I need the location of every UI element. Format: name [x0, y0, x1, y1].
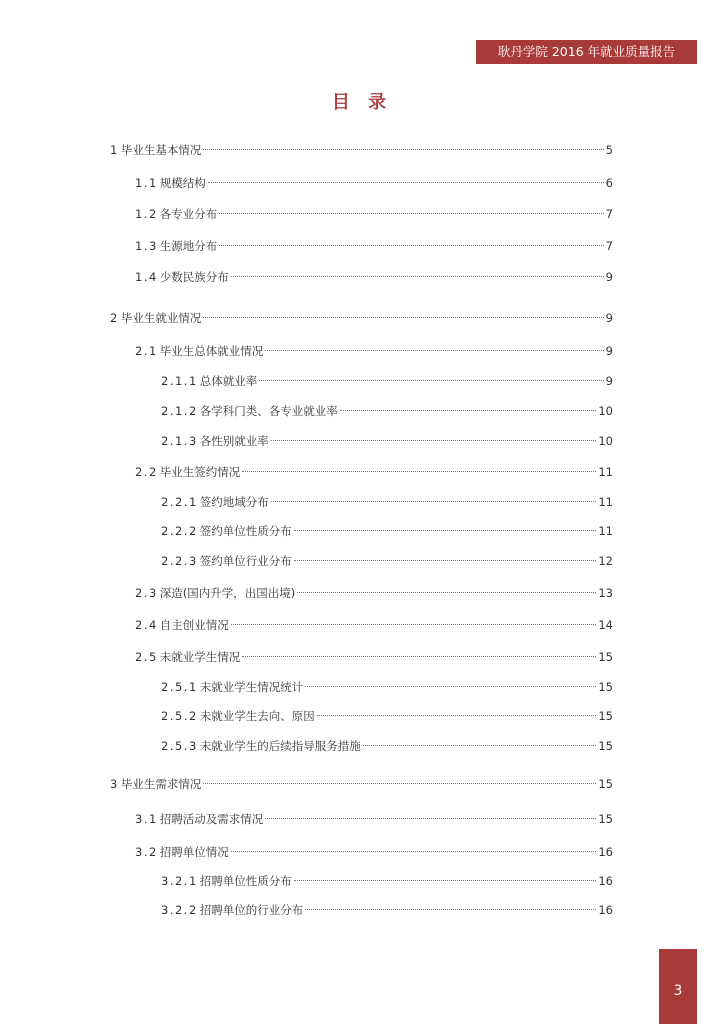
toc-entry-label: 生源地分布 — [159, 239, 218, 253]
toc-page-number: 15 — [598, 650, 613, 664]
page-number: 3 — [673, 983, 683, 999]
toc-leader-dots — [259, 380, 603, 381]
toc-page-number: 7 — [605, 207, 613, 221]
toc-entry-label: 招聘单位的行业分布 — [199, 903, 304, 917]
toc-leader-dots — [294, 880, 597, 881]
toc-leader-dots — [265, 818, 596, 819]
toc-page-number: 11 — [598, 524, 613, 538]
toc-leader-dots — [231, 851, 597, 852]
toc-entry-label: 招聘活动及需求情况 — [159, 812, 264, 826]
toc-entry-3-1[interactable]: 3.1 招聘活动及需求情况 15 — [135, 812, 613, 826]
toc-entry-2-1-1[interactable]: 2.1.1 总体就业率 9 — [161, 374, 613, 388]
toc-entry-label: 毕业生签约情况 — [159, 465, 241, 479]
toc-page-number: 6 — [605, 176, 613, 190]
toc-page-number: 10 — [598, 434, 613, 448]
toc-entry-label: 毕业生就业情况 — [120, 311, 202, 325]
toc-page-number: 16 — [598, 845, 613, 859]
toc-entry-1-1[interactable]: 1.1 规模结构 6 — [135, 176, 613, 190]
toc-entry-label: 自主创业情况 — [159, 618, 229, 632]
toc-entry-label: 未就业学生情况统计 — [199, 680, 304, 694]
toc-entry-label: 签约单位行业分布 — [199, 554, 292, 568]
toc-entry-label: 毕业生需求情况 — [120, 777, 202, 791]
toc-leader-dots — [294, 560, 597, 561]
toc-entry-label: 招聘单位情况 — [159, 845, 229, 859]
toc-leader-dots — [219, 213, 603, 214]
toc-entry-label: 各性别就业率 — [199, 434, 269, 448]
toc-entry-2-2-2[interactable]: 2.2.2 签约单位性质分布 11 — [161, 524, 613, 538]
toc-entry-label: 各学科门类、各专业就业率 — [199, 404, 338, 418]
toc-page-number: 15 — [598, 739, 613, 753]
toc-page-number: 15 — [598, 812, 613, 826]
toc-page-number: 15 — [598, 777, 613, 791]
toc-page-number: 15 — [598, 709, 613, 723]
toc-entry-3[interactable]: 3 毕业生需求情况 15 — [110, 777, 613, 791]
toc-leader-dots — [305, 686, 596, 687]
toc-entry-label: 未就业学生情况 — [159, 650, 241, 664]
toc-page-number: 7 — [605, 239, 613, 253]
toc-leader-dots — [297, 592, 596, 593]
toc-leader-dots — [265, 350, 603, 351]
toc-entry-label: 未就业学生去向、原因 — [199, 709, 315, 723]
toc-entry-label: 签约单位性质分布 — [199, 524, 292, 538]
toc-entry-3-2[interactable]: 3.2 招聘单位情况 16 — [135, 845, 613, 859]
toc-entry-label: 签约地域分布 — [199, 495, 269, 509]
toc-entry-label: 各专业分布 — [159, 207, 218, 221]
toc-leader-dots — [363, 745, 597, 746]
toc-page-number: 14 — [598, 618, 613, 632]
toc-entry-2-2-3[interactable]: 2.2.3 签约单位行业分布 12 — [161, 554, 613, 568]
toc-leader-dots — [305, 909, 596, 910]
toc-page-number: 9 — [605, 311, 613, 325]
toc-leader-dots — [294, 530, 597, 531]
toc-entry-label: 少数民族分布 — [159, 270, 229, 284]
toc-entry-1-2[interactable]: 1.2 各专业分布 7 — [135, 207, 613, 221]
toc-entry-2-3[interactable]: 2.3 深造(国内升学，出国出境) 13 — [135, 586, 613, 600]
toc-page-number: 9 — [605, 270, 613, 284]
toc-leader-dots — [271, 440, 597, 441]
toc-leader-dots — [231, 624, 597, 625]
toc-leader-dots — [208, 182, 604, 183]
toc-entry-3-2-2[interactable]: 3.2.2 招聘单位的行业分布 16 — [161, 903, 613, 917]
toc-entry-label: 规模结构 — [159, 176, 206, 190]
toc-page-number: 9 — [605, 374, 613, 388]
toc-leader-dots — [203, 149, 603, 150]
toc-leader-dots — [203, 317, 603, 318]
toc-entry-2-2[interactable]: 2.2 毕业生签约情况 11 — [135, 465, 613, 479]
toc-leader-dots — [340, 410, 597, 411]
toc-entry-2-5[interactable]: 2.5 未就业学生情况 15 — [135, 650, 613, 664]
toc-entry-label: 毕业生总体就业情况 — [159, 344, 264, 358]
toc-entry-2-5-1[interactable]: 2.5.1 未就业学生情况统计 15 — [161, 680, 613, 694]
toc-entry-2-1-2[interactable]: 2.1.2 各学科门类、各专业就业率 10 — [161, 404, 613, 418]
toc-entry-2-5-3[interactable]: 2.5.3 未就业学生的后续指导服务措施 15 — [161, 739, 613, 753]
toc-page-number: 11 — [598, 465, 613, 479]
toc-page-number: 16 — [598, 874, 613, 888]
toc-entry-2-1[interactable]: 2.1 毕业生总体就业情况 9 — [135, 344, 613, 358]
toc-entry-1[interactable]: 1 毕业生基本情况 5 — [110, 143, 613, 157]
toc-entry-2-4[interactable]: 2.4 自主创业情况 14 — [135, 618, 613, 632]
toc-page-number: 5 — [605, 143, 613, 157]
toc-entry-2[interactable]: 2 毕业生就业情况 9 — [110, 311, 613, 325]
toc-entry-3-2-1[interactable]: 3.2.1 招聘单位性质分布 16 — [161, 874, 613, 888]
toc-leader-dots — [242, 656, 596, 657]
page-number-badge — [659, 949, 697, 1024]
toc-leader-dots — [203, 783, 596, 784]
toc-leader-dots — [317, 715, 597, 716]
toc-entry-2-1-3[interactable]: 2.1.3 各性别就业率 10 — [161, 434, 613, 448]
toc-entry-label: 招聘单位性质分布 — [199, 874, 292, 888]
toc-entry-1-3[interactable]: 1.3 生源地分布 7 — [135, 239, 613, 253]
toc-page-number: 10 — [598, 404, 613, 418]
toc-entry-label: 深造(国内升学，出国出境) — [159, 586, 296, 600]
toc-leader-dots — [231, 276, 604, 277]
toc-entry-label: 毕业生基本情况 — [120, 143, 202, 157]
toc-page-number: 15 — [598, 680, 613, 694]
toc-leader-dots — [242, 471, 596, 472]
toc-entry-2-2-1[interactable]: 2.2.1 签约地域分布 11 — [161, 495, 613, 509]
toc-page-number: 16 — [598, 903, 613, 917]
toc-leader-dots — [271, 501, 597, 502]
toc-entry-label: 未就业学生的后续指导服务措施 — [199, 739, 361, 753]
report-header-banner — [476, 40, 697, 64]
report-header-title: 耿丹学院 2016 年就业质量报告 — [497, 44, 676, 59]
toc-page-number: 9 — [605, 344, 613, 358]
toc-entry-1-4[interactable]: 1.4 少数民族分布 9 — [135, 270, 613, 284]
toc-page-number: 13 — [598, 586, 613, 600]
toc-title: 目 录 — [331, 92, 393, 113]
toc-page-number: 11 — [598, 495, 613, 509]
toc-page-number: 12 — [598, 554, 613, 568]
toc-entry-2-5-2[interactable]: 2.5.2 未就业学生去向、原因 15 — [161, 709, 613, 723]
toc-entry-label: 总体就业率 — [199, 374, 258, 388]
toc-leader-dots — [219, 245, 603, 246]
